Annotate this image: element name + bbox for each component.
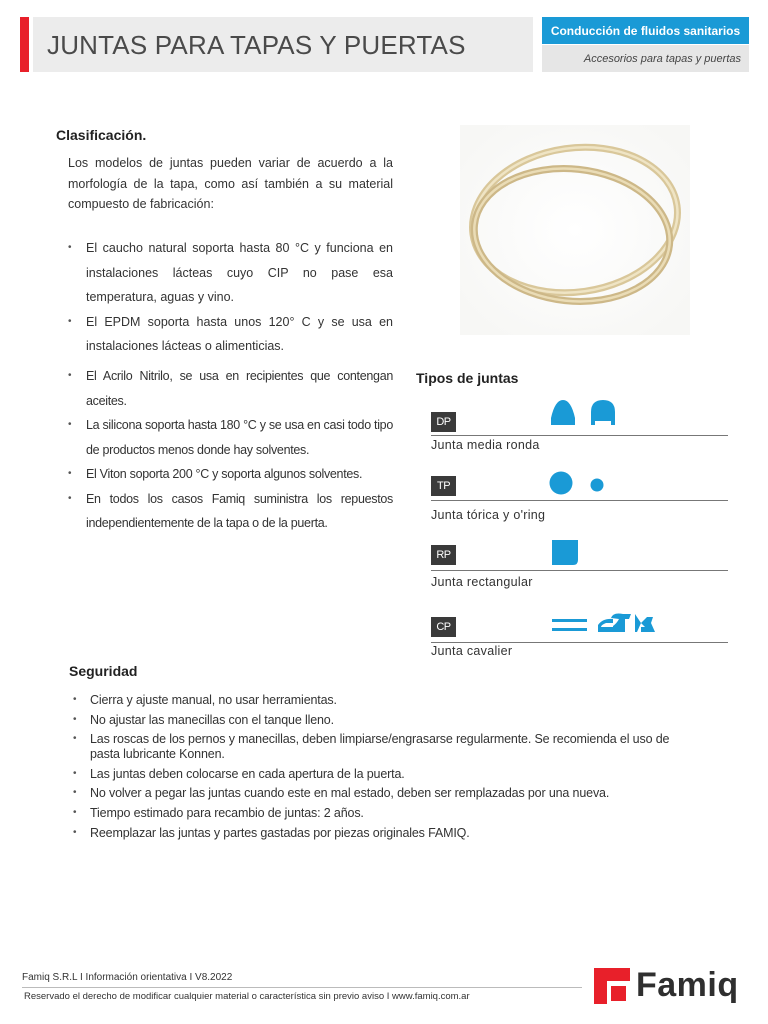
tipo-media-ronda <box>431 412 728 464</box>
subcategory-label: Accesorios para tapas y puertas <box>542 45 749 72</box>
seguridad-heading: Seguridad <box>69 663 138 679</box>
list-item: • El Acrilo Nitrilo, se usa en recipientes que contengan aceites. <box>68 364 393 413</box>
tipo-divider <box>431 642 728 643</box>
list-item: • El Viton soporta 200 °C y soporta algunos solventes. <box>68 462 393 487</box>
famiq-logo-text: Famiq <box>636 966 739 1004</box>
list-item: • No volver a pegar las juntas cuando este en mal estado, deben ser remplazadas por una nueva. <box>73 786 698 801</box>
material-list-1 <box>68 236 393 359</box>
tipo-code: DP <box>431 412 456 432</box>
gasket-ring-image <box>460 125 690 335</box>
list-item: • La silicona soporta hasta 180 °C y se usa en casi todo tipo de productos menos donde hay solventes. <box>68 413 393 462</box>
list-item: • Tiempo estimado para recambio de juntas: 2 años. <box>73 806 698 821</box>
tipo-cavalier <box>431 617 728 669</box>
material-list-2 <box>68 364 393 536</box>
cavalier-profile-icon <box>551 613 671 639</box>
half-round-profile-icon <box>549 398 619 428</box>
list-item: • El EPDM soporta hasta unos 120° C y se usa en instalaciones lácteas o alimenticias. <box>68 310 393 359</box>
tipo-label: Junta tórica y o'ring <box>431 508 546 522</box>
tipo-divider <box>431 500 728 501</box>
rectangular-profile-icon <box>552 540 582 570</box>
tipo-torica <box>431 476 728 528</box>
o-ring-profile-icon <box>549 472 609 498</box>
list-item: • En todos los casos Famiq suministra los repuestos independientemente de la tapa o de la puerta. <box>68 487 393 536</box>
tipo-divider <box>431 435 728 436</box>
tipos-heading: Tipos de juntas <box>416 370 519 386</box>
list-item: • Reemplazar las juntas y partes gastadas por piezas originales FAMIQ. <box>73 826 698 841</box>
list-item: • El caucho natural soporta hasta 80 °C y funciona en instalaciones lácteas cuyo CIP no pase esa temperatura, aguas y vino. <box>68 236 393 310</box>
seguridad-list <box>73 693 698 845</box>
clasificacion-heading: Clasificación. <box>56 127 147 143</box>
list-item: • No ajustar las manecillas con el tanque lleno. <box>73 713 698 728</box>
tipo-code: RP <box>431 545 456 565</box>
tipo-label: Junta cavalier <box>431 644 513 658</box>
category-badge: Conducción de fluidos sanitarios <box>542 17 749 44</box>
tipo-label: Junta media ronda <box>431 438 540 452</box>
footer-divider <box>22 987 582 988</box>
clasificacion-intro: Los modelos de juntas pueden variar de acuerdo a la morfología de la tapa, como así también a su material compuesto de fabricación: <box>68 156 393 211</box>
page-title: JUNTAS PARA TAPAS Y PUERTAS <box>47 30 466 60</box>
tipo-label: Junta rectangular <box>431 575 533 589</box>
tipo-rectangular <box>431 545 728 597</box>
tipo-code: TP <box>431 476 456 496</box>
footer-info: Famiq S.R.L I Información orientativa I V8.2022 <box>22 972 233 983</box>
footer-disclaimer: Reservado el derecho de modificar cualquier material o característica sin previo aviso I www.famiq.com.ar <box>24 991 470 1002</box>
tipo-code: CP <box>431 617 456 637</box>
list-item: • Las juntas deben colocarse en cada apertura de la puerta. <box>73 767 698 782</box>
list-item: • Cierra y ajuste manual, no usar herramientas. <box>73 693 698 708</box>
tipo-divider <box>431 570 728 571</box>
list-item: • Las roscas de los pernos y manecillas, deben limpiarse/engrasarse regularmente. Se recomienda el uso de pasta lubricante Konnen. <box>73 732 698 761</box>
header-accent-bar <box>20 17 29 72</box>
